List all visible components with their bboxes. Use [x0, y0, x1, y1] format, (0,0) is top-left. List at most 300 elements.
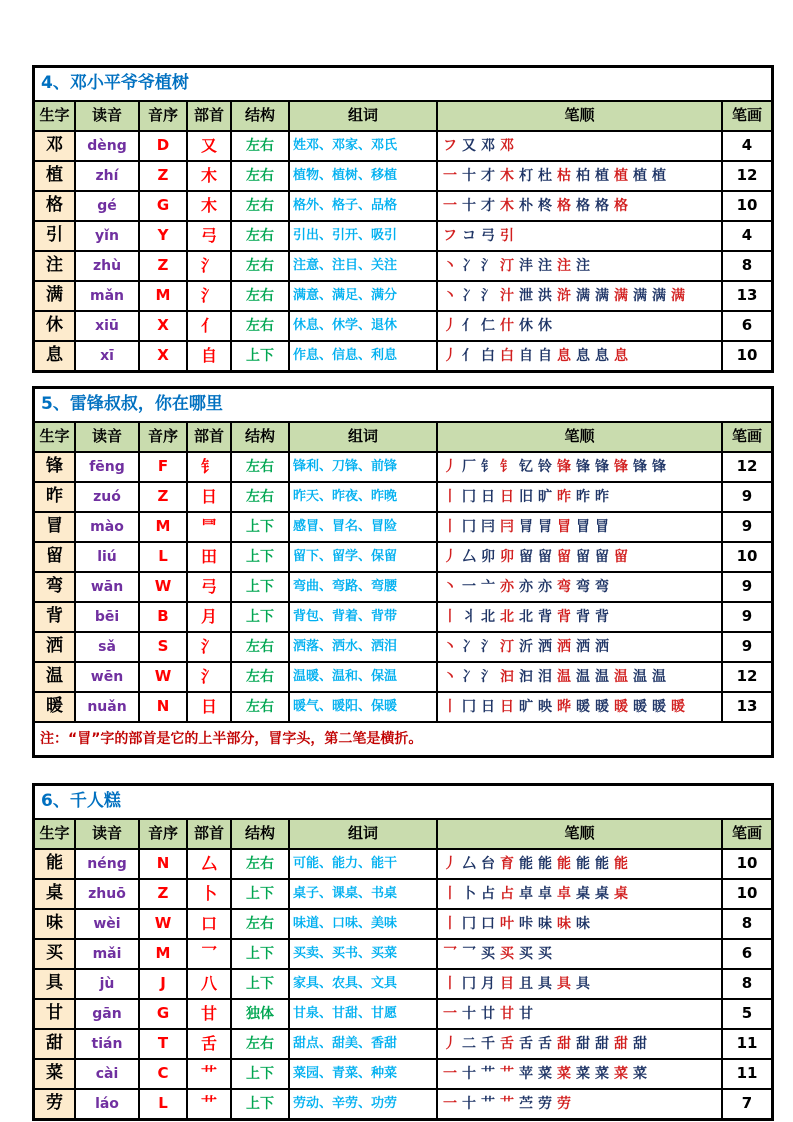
stroke-step: 买: [538, 945, 552, 962]
stroke-step: 甘: [500, 1005, 514, 1022]
stroke-step: 能: [538, 855, 552, 872]
words-cell: 菜园、青菜、种菜: [290, 1060, 436, 1088]
count-cell: 8: [723, 252, 771, 280]
stroke-step: 柏: [576, 167, 590, 184]
stroke-step: 背: [576, 608, 590, 625]
hanzi-cell: 注: [35, 252, 74, 280]
count-cell: 6: [723, 940, 771, 968]
stroke-step: 洒: [538, 638, 552, 655]
stroke-step: 丿: [443, 458, 457, 475]
count-cell: 10: [723, 880, 771, 908]
stroke-step: 亦: [538, 578, 552, 595]
stroke-step: 汀: [500, 257, 514, 274]
hanzi-cell: 引: [35, 222, 74, 250]
stroke-step: 浒: [557, 287, 571, 304]
strokes-cell: [438, 252, 721, 280]
stroke-step: 冫: [462, 638, 476, 655]
stroke-step: コ: [462, 227, 476, 244]
strokes-cell: [438, 453, 721, 481]
stroke-step: 苹: [519, 1065, 533, 1082]
lesson-title: 6、千人糕: [35, 786, 771, 818]
hanzi-cell: 冒: [35, 513, 74, 541]
radical-cell: 日: [188, 693, 230, 721]
stroke-step: 月: [481, 975, 495, 992]
stroke-step: フ: [443, 227, 457, 244]
stroke-step: 昨: [557, 488, 571, 505]
stroke-step: 丿: [443, 855, 457, 872]
stroke-step: 艹: [500, 1095, 514, 1112]
radical-cell: 木: [188, 192, 230, 220]
stroke-step: 甜: [595, 1035, 609, 1052]
stroke-step: 丶: [443, 668, 457, 685]
stroke-step: 丨: [443, 698, 457, 715]
stroke-step: 冂: [462, 915, 476, 932]
count-cell: 13: [723, 282, 771, 310]
words-cell: 桌子、课桌、书桌: [290, 880, 436, 908]
stroke-step: 丨: [443, 885, 457, 902]
initial-cell: M: [140, 940, 186, 968]
stroke-step: 买: [481, 945, 495, 962]
hanzi-cell: 洒: [35, 633, 74, 661]
stroke-step: 冒: [557, 518, 571, 535]
strokes-cell: [438, 1030, 721, 1058]
structure-cell: 上下: [232, 603, 288, 631]
count-cell: 10: [723, 192, 771, 220]
radical-note: 注：“冒”字的部首是它的上半部分，冒字头，第二笔是横折。: [35, 723, 771, 755]
stroke-step: 冒: [595, 518, 609, 535]
stroke-step: 卓: [538, 885, 552, 902]
pinyin-cell: zuó: [76, 483, 138, 511]
stroke-step: 能: [614, 855, 628, 872]
words-cell: 家具、农具、文具: [290, 970, 436, 998]
pinyin-cell: wēn: [76, 663, 138, 691]
column-header-structure: 结构: [232, 820, 288, 848]
initial-cell: Z: [140, 483, 186, 511]
pinyin-cell: yǐn: [76, 222, 138, 250]
stroke-step: 叶: [500, 915, 514, 932]
words-cell: 作息、信息、利息: [290, 342, 436, 370]
stroke-step: 桌: [614, 885, 628, 902]
pinyin-cell: láo: [76, 1090, 138, 1118]
stroke-step: 格: [576, 197, 590, 214]
hanzi-cell: 买: [35, 940, 74, 968]
count-cell: 12: [723, 453, 771, 481]
stroke-step: 格: [595, 197, 609, 214]
stroke-step: 买: [500, 945, 514, 962]
initial-cell: W: [140, 573, 186, 601]
stroke-step: 植: [595, 167, 609, 184]
count-cell: 12: [723, 663, 771, 691]
worksheet-page: [32, 65, 774, 1121]
stroke-step: 白: [500, 347, 514, 364]
structure-cell: 左右: [232, 453, 288, 481]
stroke-step: 苎: [519, 1095, 533, 1112]
stroke-step: 息: [557, 347, 571, 364]
stroke-step: 休: [538, 317, 552, 334]
stroke-step: 日: [481, 488, 495, 505]
stroke-step: 温: [633, 668, 647, 685]
stroke-step: 满: [595, 287, 609, 304]
count-cell: 11: [723, 1030, 771, 1058]
stroke-step: 留: [519, 548, 533, 565]
stroke-step: 丶: [443, 287, 457, 304]
pinyin-cell: néng: [76, 850, 138, 878]
words-cell: 温暖、温和、保温: [290, 663, 436, 691]
stroke-step: 一: [443, 167, 457, 184]
pinyin-cell: gān: [76, 1000, 138, 1028]
stroke-step: 冂: [462, 698, 476, 715]
stroke-step: 丨: [443, 518, 457, 535]
structure-cell: 左右: [232, 483, 288, 511]
structure-cell: 独体: [232, 1000, 288, 1028]
pinyin-cell: cài: [76, 1060, 138, 1088]
strokes-cell: [438, 850, 721, 878]
stroke-step: 暖: [614, 698, 628, 715]
stroke-step: 洒: [595, 638, 609, 655]
stroke-step: 菜: [614, 1065, 628, 1082]
stroke-step: 丨: [443, 488, 457, 505]
column-header-hanzi: 生字: [35, 423, 74, 451]
stroke-step: 甜: [614, 1035, 628, 1052]
stroke-step: 丨: [443, 915, 457, 932]
stroke-step: 汩: [519, 668, 533, 685]
words-cell: 味道、口味、美味: [290, 910, 436, 938]
words-cell: 洒落、洒水、洒泪: [290, 633, 436, 661]
stroke-step: 乛: [462, 945, 476, 962]
column-header-initial: 音序: [140, 820, 186, 848]
stroke-step: 十: [462, 1005, 476, 1022]
strokes-cell: [438, 513, 721, 541]
stroke-step: 自: [538, 347, 552, 364]
stroke-step: 菜: [576, 1065, 590, 1082]
column-header-count: 笔画: [723, 423, 771, 451]
stroke-step: 甜: [633, 1035, 647, 1052]
strokes-cell: [438, 1090, 721, 1118]
stroke-step: 冫: [462, 287, 476, 304]
stroke-step: 休: [519, 317, 533, 334]
column-header-strokes: 笔顺: [438, 423, 721, 451]
strokes-cell: [438, 693, 721, 721]
words-cell: 姓邓、邓家、邓氏: [290, 132, 436, 160]
stroke-step: 日: [481, 698, 495, 715]
radical-cell: ⺜: [188, 513, 230, 541]
strokes-cell: [438, 312, 721, 340]
radical-cell: 甘: [188, 1000, 230, 1028]
structure-cell: 左右: [232, 1030, 288, 1058]
initial-cell: T: [140, 1030, 186, 1058]
strokes-cell: [438, 282, 721, 310]
stroke-step: 满: [633, 287, 647, 304]
stroke-step: 锋: [557, 458, 571, 475]
pinyin-cell: mǎi: [76, 940, 138, 968]
stroke-step: 具: [576, 975, 590, 992]
stroke-step: 菜: [595, 1065, 609, 1082]
radical-cell: 亻: [188, 312, 230, 340]
stroke-step: 冫: [462, 257, 476, 274]
stroke-step: 满: [614, 287, 628, 304]
hanzi-cell: 休: [35, 312, 74, 340]
stroke-step: 引: [500, 227, 514, 244]
stroke-step: 温: [557, 668, 571, 685]
stroke-step: 卓: [557, 885, 571, 902]
stroke-step: 能: [595, 855, 609, 872]
radical-cell: 月: [188, 603, 230, 631]
stroke-step: 注: [538, 257, 552, 274]
stroke-step: 卜: [462, 885, 476, 902]
column-header-structure: 结构: [232, 102, 288, 130]
stroke-step: 暖: [671, 698, 685, 715]
pinyin-cell: wān: [76, 573, 138, 601]
radical-cell: 氵: [188, 252, 230, 280]
strokes-cell: [438, 222, 721, 250]
stroke-step: 旷: [538, 488, 552, 505]
pinyin-cell: dèng: [76, 132, 138, 160]
stroke-step: 丨: [443, 608, 457, 625]
stroke-step: 铃: [538, 458, 552, 475]
stroke-step: 留: [614, 548, 628, 565]
count-cell: 9: [723, 573, 771, 601]
pinyin-cell: gé: [76, 192, 138, 220]
stroke-step: 自: [519, 347, 533, 364]
stroke-step: 卯: [481, 548, 495, 565]
radical-cell: 弓: [188, 222, 230, 250]
stroke-step: 晔: [557, 698, 571, 715]
stroke-step: 咔: [519, 915, 533, 932]
stroke-step: 北: [500, 608, 514, 625]
stroke-step: 十: [462, 167, 476, 184]
stroke-step: 亠: [481, 578, 495, 595]
stroke-step: 泪: [538, 668, 552, 685]
structure-cell: 上下: [232, 513, 288, 541]
stroke-step: 昨: [595, 488, 609, 505]
stroke-step: 丿: [443, 317, 457, 334]
stroke-step: 一: [443, 1005, 457, 1022]
stroke-step: 桌: [595, 885, 609, 902]
stroke-step: 暖: [633, 698, 647, 715]
hanzi-cell: 满: [35, 282, 74, 310]
initial-cell: X: [140, 342, 186, 370]
column-header-structure: 结构: [232, 423, 288, 451]
hanzi-cell: 具: [35, 970, 74, 998]
strokes-cell: [438, 132, 721, 160]
stroke-step: 劳: [557, 1095, 571, 1112]
words-cell: 昨天、昨夜、昨晚: [290, 483, 436, 511]
radical-cell: 自: [188, 342, 230, 370]
hanzi-cell: 味: [35, 910, 74, 938]
pinyin-cell: jù: [76, 970, 138, 998]
structure-cell: 左右: [232, 910, 288, 938]
stroke-step: 汁: [500, 287, 514, 304]
stroke-step: 暖: [595, 698, 609, 715]
radical-cell: 木: [188, 162, 230, 190]
stroke-step: 具: [557, 975, 571, 992]
column-header-pinyin: 读音: [76, 102, 138, 130]
stroke-step: 亦: [519, 578, 533, 595]
stroke-step: 丶: [443, 257, 457, 274]
hanzi-cell: 邓: [35, 132, 74, 160]
initial-cell: C: [140, 1060, 186, 1088]
stroke-step: 仁: [481, 317, 495, 334]
structure-cell: 左右: [232, 850, 288, 878]
pinyin-cell: sǎ: [76, 633, 138, 661]
pinyin-cell: liú: [76, 543, 138, 571]
radical-cell: 氵: [188, 663, 230, 691]
stroke-step: 氵: [481, 287, 495, 304]
stroke-step: 冃: [481, 518, 495, 535]
initial-cell: Y: [140, 222, 186, 250]
words-cell: 暖气、暖阳、保暖: [290, 693, 436, 721]
stroke-step: 一: [443, 1095, 457, 1112]
radical-cell: 氵: [188, 282, 230, 310]
stroke-step: 具: [538, 975, 552, 992]
stroke-step: 背: [595, 608, 609, 625]
stroke-step: 格: [614, 197, 628, 214]
initial-cell: D: [140, 132, 186, 160]
words-cell: 格外、格子、品格: [290, 192, 436, 220]
stroke-step: 卯: [500, 548, 514, 565]
stroke-step: 味: [538, 915, 552, 932]
stroke-step: 亦: [500, 578, 514, 595]
stroke-step: 满: [671, 287, 685, 304]
stroke-step: 留: [595, 548, 609, 565]
stroke-step: 又: [462, 137, 476, 154]
structure-cell: 左右: [232, 663, 288, 691]
column-header-initial: 音序: [140, 423, 186, 451]
initial-cell: N: [140, 850, 186, 878]
initial-cell: W: [140, 910, 186, 938]
structure-cell: 上下: [232, 1060, 288, 1088]
stroke-step: 厂: [462, 458, 476, 475]
stroke-step: 弯: [595, 578, 609, 595]
stroke-step: 钅: [500, 458, 514, 475]
pinyin-cell: bēi: [76, 603, 138, 631]
stroke-step: 艹: [500, 1065, 514, 1082]
stroke-step: 息: [576, 347, 590, 364]
stroke-step: 留: [538, 548, 552, 565]
radical-cell: 乛: [188, 940, 230, 968]
stroke-step: 丬: [462, 608, 476, 625]
count-cell: 8: [723, 910, 771, 938]
hanzi-cell: 背: [35, 603, 74, 631]
stroke-step: 氵: [481, 638, 495, 655]
stroke-step: 冃: [500, 518, 514, 535]
count-cell: 9: [723, 483, 771, 511]
stroke-step: 北: [481, 608, 495, 625]
stroke-step: 丶: [443, 578, 457, 595]
stroke-step: 温: [595, 668, 609, 685]
hanzi-cell: 甘: [35, 1000, 74, 1028]
structure-cell: 左右: [232, 633, 288, 661]
count-cell: 11: [723, 1060, 771, 1088]
count-cell: 12: [723, 162, 771, 190]
column-header-initial: 音序: [140, 102, 186, 130]
stroke-step: 背: [557, 608, 571, 625]
pinyin-cell: xiū: [76, 312, 138, 340]
initial-cell: G: [140, 192, 186, 220]
count-cell: 4: [723, 222, 771, 250]
stroke-step: 口: [481, 915, 495, 932]
pinyin-cell: fēng: [76, 453, 138, 481]
stroke-step: 息: [595, 347, 609, 364]
column-header-words: 组词: [290, 102, 436, 130]
structure-cell: 上下: [232, 940, 288, 968]
initial-cell: M: [140, 513, 186, 541]
stroke-step: 丶: [443, 638, 457, 655]
stroke-step: 艹: [481, 1065, 495, 1082]
stroke-step: 占: [481, 885, 495, 902]
stroke-step: 温: [652, 668, 666, 685]
initial-cell: Z: [140, 880, 186, 908]
stroke-step: 汀: [500, 638, 514, 655]
column-header-words: 组词: [290, 423, 436, 451]
words-cell: 引出、引开、吸引: [290, 222, 436, 250]
stroke-step: 冫: [462, 668, 476, 685]
column-header-pinyin: 读音: [76, 423, 138, 451]
initial-cell: J: [140, 970, 186, 998]
words-cell: 感冒、冒名、冒险: [290, 513, 436, 541]
strokes-cell: [438, 940, 721, 968]
words-cell: 甘泉、甘甜、甘愿: [290, 1000, 436, 1028]
stroke-step: 留: [557, 548, 571, 565]
lesson-table-6: [32, 783, 774, 1121]
stroke-step: 满: [576, 287, 590, 304]
stroke-step: 注: [576, 257, 590, 274]
stroke-step: 温: [614, 668, 628, 685]
stroke-step: 廿: [481, 1005, 495, 1022]
radical-cell: 口: [188, 910, 230, 938]
pinyin-cell: nuǎn: [76, 693, 138, 721]
words-cell: 背包、背着、背带: [290, 603, 436, 631]
stroke-step: 钇: [519, 458, 533, 475]
column-header-radical: 部首: [188, 423, 230, 451]
radical-cell: 日: [188, 483, 230, 511]
stroke-step: 日: [500, 698, 514, 715]
structure-cell: 左右: [232, 222, 288, 250]
strokes-cell: [438, 603, 721, 631]
stroke-step: 菜: [633, 1065, 647, 1082]
structure-cell: 左右: [232, 192, 288, 220]
column-header-words: 组词: [290, 820, 436, 848]
structure-cell: 左右: [232, 252, 288, 280]
pinyin-cell: zhù: [76, 252, 138, 280]
structure-cell: 上下: [232, 543, 288, 571]
hanzi-cell: 息: [35, 342, 74, 370]
structure-cell: 左右: [232, 312, 288, 340]
column-header-strokes: 笔顺: [438, 820, 721, 848]
stroke-step: 十: [462, 1095, 476, 1112]
stroke-step: 千: [481, 1035, 495, 1052]
pinyin-cell: mǎn: [76, 282, 138, 310]
stroke-step: 泄: [519, 287, 533, 304]
stroke-step: 桌: [576, 885, 590, 902]
radical-cell: 舌: [188, 1030, 230, 1058]
radical-cell: 弓: [188, 573, 230, 601]
stroke-step: 甘: [519, 1005, 533, 1022]
count-cell: 9: [723, 513, 771, 541]
stroke-step: 北: [519, 608, 533, 625]
pinyin-cell: tián: [76, 1030, 138, 1058]
hanzi-cell: 能: [35, 850, 74, 878]
lesson-title: 5、雷锋叔叔，你在哪里: [35, 389, 771, 421]
stroke-step: 植: [652, 167, 666, 184]
initial-cell: G: [140, 1000, 186, 1028]
structure-cell: 上下: [232, 342, 288, 370]
initial-cell: S: [140, 633, 186, 661]
stroke-step: 旷: [519, 698, 533, 715]
column-header-pinyin: 读音: [76, 820, 138, 848]
stroke-step: 能: [519, 855, 533, 872]
stroke-step: 什: [500, 317, 514, 334]
